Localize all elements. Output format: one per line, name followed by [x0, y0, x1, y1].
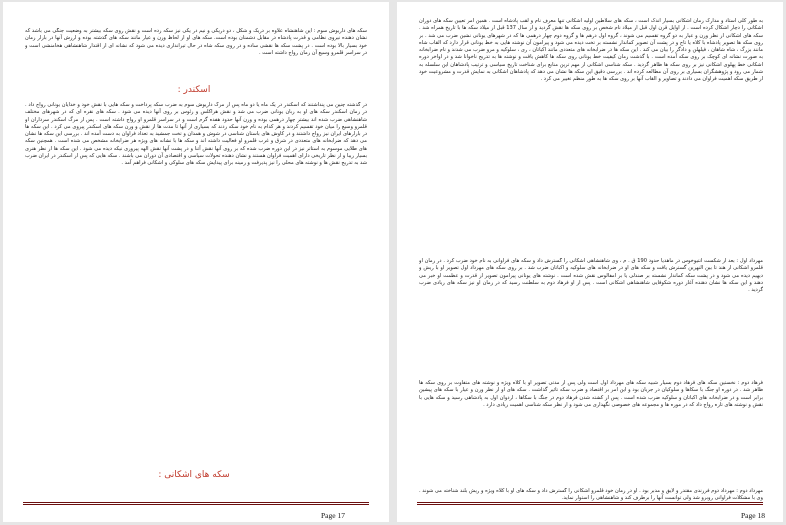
page-number: Page 18 [741, 511, 765, 520]
paragraph: در گذشته چنین می پنداشتند که اسکندر در یک ماه یا دو ماه پس از مرگ داریوش سوم به ضرب سکه پرداخت و سکه هایی با نقش خود و خدایان یونانی رواج داد . در زمان اسکندر سکه های او به زبان یونانی ضرب می شد و نقش هراکلس و زئوس بر روی آنها دیده می شود . سکه های نقره ای که در شهرهای مختلف شاهنشاهی ضرب شده اند بیشتر چهار درهمی بوده و وزن آنها حدود هفده گرم است و در سراسر قلمرو او رواج داشته است . پس از مرگ اسکندر سرداران او قلمرو وسیع را میان خود تقسیم کردند و هر کدام به نام خود سکه زدند که بسیاری از آنها تا مدت ها از نقش و وزن سکه های اسکندر پیروی می کرد . این سکه ها در بازارهای ایران نیز رواج داشتند و در کاوش های باستان شناسی در شوش و همدان و تخت جمشید به تعداد فراوان به دست آمده اند . بررسی این سکه ها نشان می دهد که ضرابخانه های متعددی در شرق و غرب قلمرو او فعالیت داشته اند و سکه ها با نشانه های ویژه هر ضرابخانه مشخص می شده است . همچنین سکه های طلایی موسوم به استاتر نیز در این دوره ضرب شده که بر روی آنها نقش آتنا و در پشت آنها نقش الهه پیروزی نیکه دیده می شود . این سکه ها از نظر هنری بسیار زیبا و از نظر تاریخی دارای اهمیت فراوان هستند و نشان دهنده تحولات سیاسی و اقتصادی آن دوران می باشند . سکه هایی که پس از اسکندر در ایران ضرب شد به تدریج نقش ها و نوشته های محلی را نیز پذیرفت و زمینه برای پیدایش سکه های سلوکی و اشکانی فراهم آمد . [25, 102, 367, 167]
paragraph: به طور کلی استاد و مدارک زمان اشکانی بسیار اندک است ، سکه های سلاطین اولیه اشکانی تنها معرف نام و لقب پادشاه است . همین امر تعیین سکه های دوران اشکانی را دچار اشکال کرده است . از اوایل قرن اول قبل از میلاد نام شخص بر روی سکه ها نقش گردید و از سال 137 قبل از میلاد سکه ها با تاریخ همراه شد . سکه های اشکانی از نظر وزن و عیار به دو گروه تقسیم می شوند ، گروه اول درهم ها و گروه دوم چهار درهمی ها که در شهرهای یونانی نشین ضرب می شد . بر روی سکه ها تصویر پادشاه با کلاه یا تاج و در پشت آن تصویر کماندار نشسته بر تخت دیده می شود و پیرامون آن نوشته هایی به خط یونانی قرار دارد که القاب شاه مانند بزرگ ، شاه شاهان ، فیلهلن و دادگر را بیان می کند . این سکه ها در ضرابخانه های متعددی مانند اکباتان ، ری ، سلوکیه و مرو ضرب می شدند و نام ضرابخانه به صورت نشانه ای کوچک بر روی سکه آمده است . با گذشت زمان کیفیت خط یونانی روی سکه ها کاهش یافت و نوشته ها به تدریج ناخوانا شد و در اواخر دوره اشکانی خط پهلوی اشکانی نیز بر روی سکه ها ظاهر گردید . سکه شناسی اشکانی از مهم ترین منابع برای شناخت تاریخ سیاسی و ترتیب پادشاهان این سلسله به شمار می رود و پژوهشگران بسیاری بر روی آن مطالعه کرده اند . بررسی دقیق این سکه ها نشان می دهد که پادشاهان اشکانی به نمایش قدرت و مشروعیت خود از طریق سکه اهمیت فراوان می دادند و تصاویر و القاب آنها بر روی سکه ها به طور منظم تغییر می کرد . [419, 18, 763, 83]
footer-rule [23, 502, 369, 515]
section-heading: سکه های اشکانی : [158, 470, 230, 480]
paragraph: سکه های داریوش سوم : این شاهنشاه علاوه بر دریک و شکل ، دو دریکی و نیم در یکی نیز سکه زده است و نقش روی سکه بیشتر به وضعیت جنگی می باشد که نشان دهنده نیروی نظامی و قدرت پادشاه در مقابل دشمنان بوده است. سکه های او از لحاظ وزن و عیار مانند سکه های گذشته بوده و ارزش آنها در بازار زمان خود بسیار بالا بوده است . در پشت سکه ها نقشی ساده و در روی سکه شاه در حال تیراندازی دیده می شود که نشانه ای از اقتدار شاهنشاهی هخامنشی است و در سراسر قلمرو وسیع آن زمان رواج داشته است . [25, 28, 367, 56]
right-page [397, 2, 783, 522]
section-heading: اسکندر : [177, 85, 211, 95]
paragraph: مهرداد اول : بعد از شکست آنتیوخوس در ماهدیا حدود 190 ق . م ، وی شاهنشاهی اشکانی را گسترش داد و سکه های فراوانی به نام خود ضرب کرد . در زمان او قلمرو اشکانی از هند تا بین النهرین گسترش یافت و سکه های او در ضرابخانه های سلوکیه و اکباتان ضرب شد . بر روی سکه های مهرداد اول تصویر او با ریش و دیهیم دیده می شود و در پشت سکه کماندار نشسته بر صندلی یا بر امفالوس نقش شده است . نوشته های یونانی پیرامون تصویر از قدرت و عظمت او خبر می دهند و این سکه ها نشان دهنده آغاز دوره شکوفایی شاهنشاهی اشکانی است . پس از او فرهاد دوم به سلطنت رسید که در زمان او نیز سکه های زیادی ضرب گردید . [419, 258, 763, 294]
footer-rule [417, 502, 763, 515]
paragraph: فرهاد دوم : نخستین سکه های فرهاد دوم بسیار شبیه سکه های مهرداد اول است ولی پس از مدتی تصویر او با کلاه ویژه و نوشته های متفاوت بر روی سکه ها ظاهر شد . در دوره او جنگ با سکاها و سلوکیان در جریان بود و این امر بر اقتصاد و ضرب سکه تاثیر گذاشت . سکه های او از نظر وزن و عیار با سکه های پیشین برابر است و در ضرابخانه های اکباتان و سلوکیه ضرب شده است . پس از کشته شدن فرهاد دوم در جنگ با سکاها ، اردوان اول به پادشاهی رسید و سکه هایی با نقش و نوشته های تازه رواج داد که در موزه ها و مجموعه های خصوصی نگهداری می شود و از نظر سکه شناسی اهمیت زیادی دارد . [419, 380, 763, 408]
page-number: Page 17 [321, 511, 345, 520]
paragraph: مهرداد دوم : مهرداد دوم فرزندی مقتدر و لایق و مدبر بود . او در زمان خود قلمرو اشکانی را گسترش داد و سکه های او با کلاه ویژه و ریش بلند شناخته می شوند . وی با مشکلات فراوانی روبرو شد ولی توانست آنها را برطرف کند و شاهنشاهی را استوار نماید. [419, 488, 763, 502]
left-page [3, 2, 389, 522]
